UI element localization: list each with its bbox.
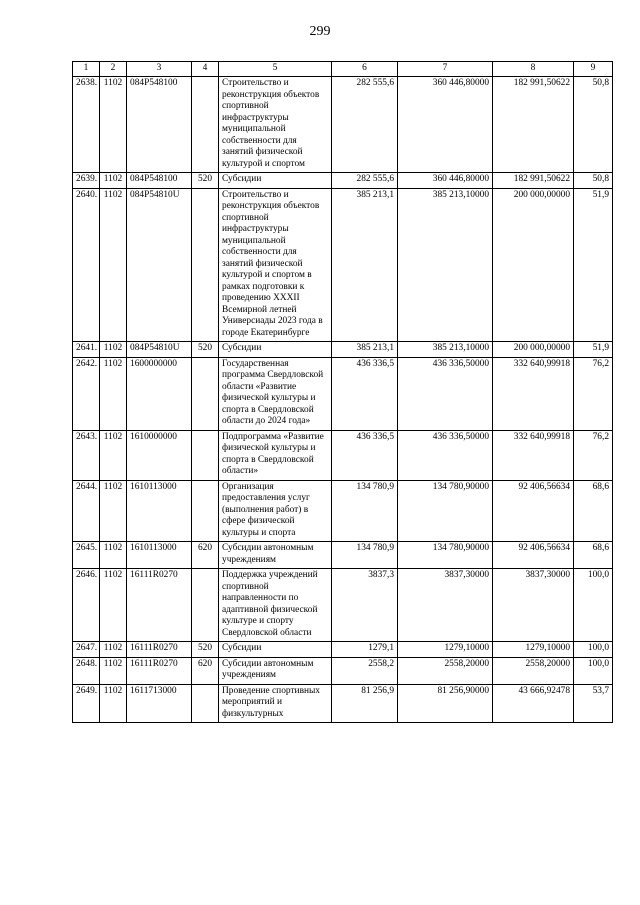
value-col6: 385 213,1: [332, 342, 398, 358]
value-col8: 43 666,92478: [493, 684, 574, 723]
item-name: Государственная программа Свердловской области «Развитие физической культуры и спорта в Свердловской области до 2024 года»: [219, 357, 332, 430]
budget-table: [72, 61, 613, 723]
table-row: [73, 642, 613, 658]
expense-type: [192, 77, 219, 173]
section-code: 1102: [100, 642, 127, 658]
header-cell: 2: [100, 62, 127, 77]
value-col6: 436 336,5: [332, 357, 398, 430]
value-col6: 134 780,9: [332, 542, 398, 569]
row-number: 2649.: [73, 684, 100, 723]
target-code: 1610000000: [127, 430, 192, 480]
section-code: 1102: [100, 542, 127, 569]
value-col6: 2558,2: [332, 657, 398, 684]
expense-type: 520: [192, 642, 219, 658]
expense-type: [192, 188, 219, 342]
value-col8: 182 991,50622: [493, 77, 574, 173]
expense-type: 620: [192, 542, 219, 569]
value-col6: 282 555,6: [332, 173, 398, 189]
row-number: 2644.: [73, 480, 100, 542]
row-number: 2647.: [73, 642, 100, 658]
target-code: 16111R0270: [127, 642, 192, 658]
value-col7: 436 336,50000: [398, 430, 493, 480]
value-col8: 200 000,00000: [493, 188, 574, 342]
table-row: [73, 569, 613, 642]
value-col9: 68,6: [574, 480, 613, 542]
value-col9: 53,7: [574, 684, 613, 723]
value-col6: 134 780,9: [332, 480, 398, 542]
value-col8: 2558,20000: [493, 657, 574, 684]
target-code: 1610113000: [127, 480, 192, 542]
value-col8: 332 640,99918: [493, 430, 574, 480]
value-col8: 182 991,50622: [493, 173, 574, 189]
value-col7: 360 446,80000: [398, 77, 493, 173]
header-cell: 3: [127, 62, 192, 77]
row-number: 2639.: [73, 173, 100, 189]
header-cell: 5: [219, 62, 332, 77]
section-code: 1102: [100, 657, 127, 684]
value-col8: 3837,30000: [493, 569, 574, 642]
target-code: 1600000000: [127, 357, 192, 430]
value-col7: 436 336,50000: [398, 357, 493, 430]
item-name: Строительство и реконструкция объектов спортивной инфраструктуры муниципальной собственности для занятий физической культурой и спортом в рамках подготовки к проведению XXXII Всемирной летней Универсиады 2023 года в городе Екатеринбурге: [219, 188, 332, 342]
table-row: [73, 77, 613, 173]
table-row: [73, 657, 613, 684]
value-col7: 360 446,80000: [398, 173, 493, 189]
target-code: 084P54810U: [127, 342, 192, 358]
row-number: 2641.: [73, 342, 100, 358]
value-col8: 92 406,56634: [493, 480, 574, 542]
row-number: 2640.: [73, 188, 100, 342]
expense-type: 620: [192, 657, 219, 684]
table-row: [73, 542, 613, 569]
value-col9: 68,6: [574, 542, 613, 569]
value-col9: 100,0: [574, 642, 613, 658]
row-number: 2642.: [73, 357, 100, 430]
target-code: 1610113000: [127, 542, 192, 569]
value-col9: 76,2: [574, 430, 613, 480]
table-row: [73, 173, 613, 189]
expense-type: 520: [192, 342, 219, 358]
section-code: 1102: [100, 77, 127, 173]
value-col6: 1279,1: [332, 642, 398, 658]
value-col8: 1279,10000: [493, 642, 574, 658]
expense-type: [192, 430, 219, 480]
table-row: [73, 480, 613, 542]
target-code: 084P548100: [127, 77, 192, 173]
row-number: 2645.: [73, 542, 100, 569]
item-name: Организация предоставления услуг (выполнения работ) в сфере физической культуры и спорта: [219, 480, 332, 542]
section-code: 1102: [100, 357, 127, 430]
item-name: Субсидии автономным учреждениям: [219, 657, 332, 684]
header-cell: 9: [574, 62, 613, 77]
value-col7: 134 780,90000: [398, 542, 493, 569]
target-code: 1611713000: [127, 684, 192, 723]
value-col8: 332 640,99918: [493, 357, 574, 430]
item-name: Проведение спортивных мероприятий и физкультурных: [219, 684, 332, 723]
page-number: 299: [309, 24, 331, 39]
target-code: 16111R0270: [127, 657, 192, 684]
table-row: [73, 684, 613, 723]
header-cell: 7: [398, 62, 493, 77]
header-row: [73, 62, 613, 77]
value-col6: 385 213,1: [332, 188, 398, 342]
item-name: Строительство и реконструкция объектов спортивной инфраструктуры муниципальной собственности для занятий физической культурой и спортом: [219, 77, 332, 173]
target-code: 16111R0270: [127, 569, 192, 642]
value-col7: 1279,10000: [398, 642, 493, 658]
value-col9: 100,0: [574, 657, 613, 684]
value-col9: 50,8: [574, 77, 613, 173]
expense-type: 520: [192, 173, 219, 189]
value-col8: 92 406,56634: [493, 542, 574, 569]
item-name: Субсидии автономным учреждениям: [219, 542, 332, 569]
item-name: Поддержка учреждений спортивной направленности по адаптивной физической культуре и спорту Свердловской области: [219, 569, 332, 642]
value-col6: 81 256,9: [332, 684, 398, 723]
value-col6: 436 336,5: [332, 430, 398, 480]
header-cell: 4: [192, 62, 219, 77]
value-col9: 51,9: [574, 188, 613, 342]
value-col9: 51,9: [574, 342, 613, 358]
header-cell: 1: [73, 62, 100, 77]
table-row: [73, 430, 613, 480]
table-row: [73, 188, 613, 342]
expense-type: [192, 684, 219, 723]
row-number: 2643.: [73, 430, 100, 480]
value-col7: 385 213,10000: [398, 188, 493, 342]
expense-type: [192, 480, 219, 542]
section-code: 1102: [100, 173, 127, 189]
value-col7: 385 213,10000: [398, 342, 493, 358]
expense-type: [192, 569, 219, 642]
section-code: 1102: [100, 480, 127, 542]
value-col9: 50,8: [574, 173, 613, 189]
target-code: 084P54810U: [127, 188, 192, 342]
row-number: 2648.: [73, 657, 100, 684]
table-row: [73, 342, 613, 358]
value-col9: 100,0: [574, 569, 613, 642]
expense-type: [192, 357, 219, 430]
value-col7: 134 780,90000: [398, 480, 493, 542]
item-name: Подпрограмма «Развитие физической культуры и спорта в Свердловской области»: [219, 430, 332, 480]
row-number: 2646.: [73, 569, 100, 642]
item-name: Субсидии: [219, 342, 332, 358]
value-col6: 282 555,6: [332, 77, 398, 173]
item-name: Субсидии: [219, 642, 332, 658]
header-cell: 8: [493, 62, 574, 77]
value-col8: 200 000,00000: [493, 342, 574, 358]
section-code: 1102: [100, 342, 127, 358]
item-name: Субсидии: [219, 173, 332, 189]
section-code: 1102: [100, 569, 127, 642]
table-row: [73, 357, 613, 430]
header-cell: 6: [332, 62, 398, 77]
row-number: 2638.: [73, 77, 100, 173]
value-col6: 3837,3: [332, 569, 398, 642]
value-col7: 81 256,90000: [398, 684, 493, 723]
target-code: 084P548100: [127, 173, 192, 189]
value-col7: 3837,30000: [398, 569, 493, 642]
section-code: 1102: [100, 430, 127, 480]
value-col9: 76,2: [574, 357, 613, 430]
section-code: 1102: [100, 684, 127, 723]
section-code: 1102: [100, 188, 127, 342]
value-col7: 2558,20000: [398, 657, 493, 684]
